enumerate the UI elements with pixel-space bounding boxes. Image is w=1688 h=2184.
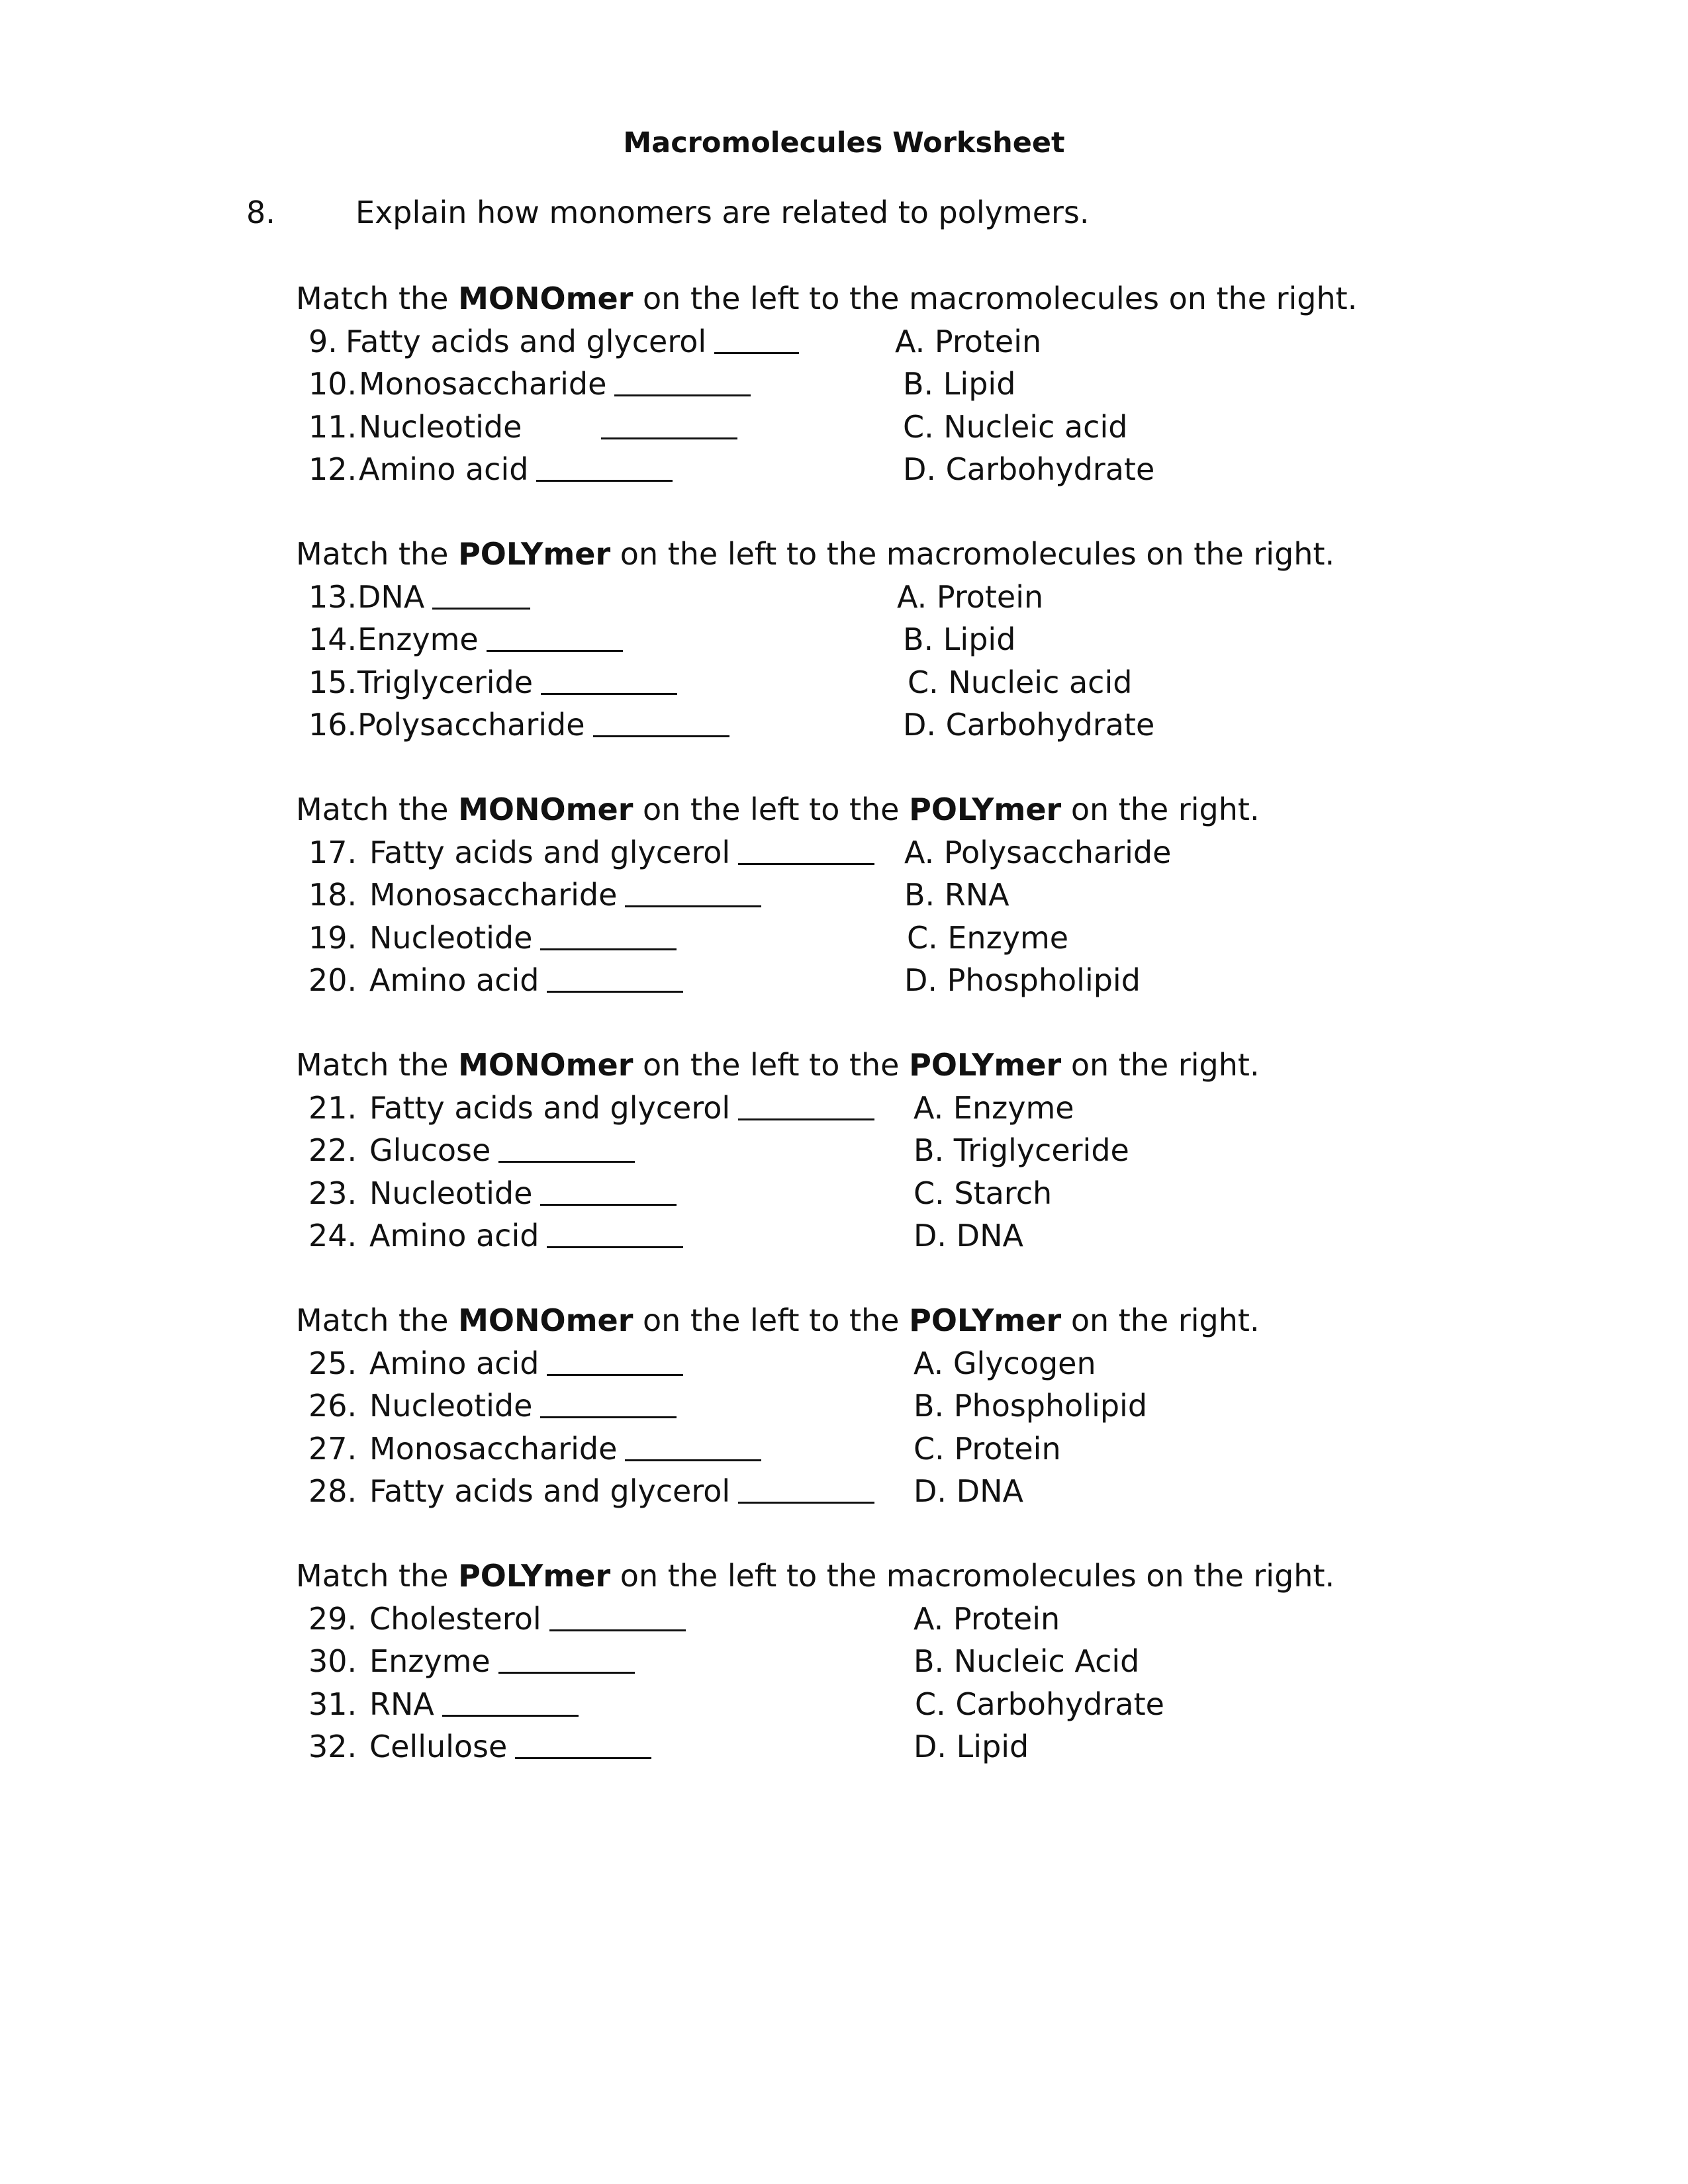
item-number: 27. — [308, 1430, 357, 1467]
heading-text: Match the — [296, 1558, 459, 1594]
item-number: 9. — [308, 323, 338, 359]
heading-emphasis: MONOmer — [458, 1047, 633, 1083]
item-number: 32. — [308, 1729, 357, 1764]
answer-choice: D. Carbohydrate — [903, 451, 1155, 487]
answer-blank[interactable] — [498, 1133, 635, 1163]
item-text: Fatty acids and glycerol — [369, 1089, 731, 1126]
answer-blank[interactable] — [625, 878, 761, 907]
item-text: Nucleotide — [369, 1175, 533, 1211]
heading-text: Match the — [296, 281, 459, 316]
answer-blank[interactable] — [714, 324, 799, 354]
answer-blank[interactable] — [738, 835, 874, 865]
item-text: Fatty acids and glycerol — [346, 323, 707, 359]
heading-emphasis: MONOmer — [458, 281, 633, 316]
answer-blank[interactable] — [540, 921, 677, 950]
question-number: 8. — [246, 195, 275, 230]
heading-text: on the left to the — [633, 1047, 910, 1083]
answer-blank[interactable] — [487, 622, 623, 652]
item-text: RNA — [369, 1686, 434, 1722]
answer-choice: B. Triglyceride — [914, 1132, 1129, 1168]
heading-emphasis: POLYmer — [909, 792, 1062, 827]
item-number: 15. — [308, 664, 357, 700]
item-text: Amino acid — [369, 1345, 539, 1381]
question-text: Explain how monomers are related to polymers. — [355, 195, 1090, 230]
item-text: Amino acid — [369, 962, 539, 998]
item-text: Monosaccharide — [369, 877, 618, 913]
item-text: Nucleotide — [369, 919, 533, 956]
item-number: 16. — [308, 707, 357, 743]
item-number: 18. — [308, 877, 357, 913]
answer-choice: B. Lipid — [903, 621, 1016, 657]
answer-choice: A. Glycogen — [914, 1345, 1096, 1381]
heading-text: on the left to the macromolecules on the right. — [633, 281, 1358, 316]
answer-choice: A. Polysaccharide — [904, 834, 1172, 870]
heading-emphasis: MONOmer — [458, 1302, 633, 1338]
section-heading — [296, 1556, 1335, 1596]
item-number: 17. — [308, 834, 357, 870]
answer-choice: A. Enzyme — [914, 1089, 1074, 1126]
answer-choice: A. Protein — [897, 578, 1044, 615]
heading-text: Match the — [296, 536, 459, 572]
answer-choice: B. Nucleic Acid — [914, 1643, 1140, 1679]
item-number: 12. — [308, 451, 357, 487]
answer-blank[interactable] — [432, 580, 530, 610]
heading-emphasis: MONOmer — [458, 792, 633, 827]
item-text: Enzyme — [369, 1643, 491, 1679]
heading-emphasis: POLYmer — [458, 536, 611, 572]
answer-blank[interactable] — [547, 1218, 683, 1248]
item-text: DNA — [357, 578, 425, 615]
heading-text: on the left to the — [633, 792, 910, 827]
answer-choice: C. Enzyme — [907, 919, 1069, 956]
item-number: 14. — [308, 621, 357, 657]
item-text: Cellulose — [369, 1729, 508, 1764]
heading-text: on the left to the macromolecules on the right. — [610, 1558, 1335, 1594]
heading-text: Match the — [296, 1302, 459, 1338]
answer-choice: A. Protein — [895, 323, 1042, 359]
item-number: 29. — [308, 1600, 357, 1637]
section-heading — [296, 1045, 1260, 1085]
item-text: Enzyme — [357, 621, 479, 657]
answer-choice: D. DNA — [914, 1218, 1023, 1253]
answer-blank[interactable] — [738, 1091, 874, 1120]
answer-choice: B. RNA — [904, 877, 1009, 913]
item-text: Amino acid — [369, 1218, 539, 1253]
answer-blank[interactable] — [549, 1602, 686, 1631]
answer-blank[interactable] — [536, 452, 673, 482]
item-number: 31. — [308, 1686, 357, 1722]
answer-blank[interactable] — [541, 665, 677, 695]
answer-blank[interactable] — [738, 1474, 874, 1504]
answer-blank[interactable] — [547, 963, 683, 993]
answer-blank[interactable] — [593, 707, 729, 737]
heading-text: Match the — [296, 1047, 459, 1083]
answer-choice: B. Lipid — [903, 366, 1016, 402]
answer-choice: D. DNA — [914, 1473, 1023, 1509]
answer-blank[interactable] — [625, 1432, 761, 1461]
answer-blank[interactable] — [515, 1729, 651, 1759]
answer-choice: C. Carbohydrate — [915, 1686, 1164, 1722]
heading-text: Match the — [296, 792, 459, 827]
item-number: 28. — [308, 1473, 357, 1509]
answer-choice: D. Carbohydrate — [903, 707, 1155, 743]
item-text: Amino acid — [359, 451, 529, 487]
heading-text: on the right. — [1061, 1302, 1260, 1338]
item-text: Monosaccharide — [359, 366, 607, 402]
answer-blank[interactable] — [498, 1644, 635, 1674]
item-number: 11. — [308, 408, 357, 445]
item-number: 20. — [308, 962, 357, 998]
section-heading — [296, 790, 1260, 829]
item-number: 13. — [308, 578, 357, 615]
answer-choice: C. Protein — [914, 1430, 1061, 1467]
item-text: Nucleotide — [369, 1388, 533, 1424]
item-number: 19. — [308, 919, 357, 956]
item-number: 25. — [308, 1345, 357, 1381]
answer-blank[interactable] — [614, 367, 751, 396]
item-number: 21. — [308, 1089, 357, 1126]
item-text: Fatty acids and glycerol — [369, 834, 731, 870]
answer-choice: A. Protein — [914, 1600, 1060, 1637]
item-number: 10. — [308, 366, 357, 402]
answer-choice: C. Nucleic acid — [908, 664, 1133, 700]
answer-choice: C. Nucleic acid — [903, 408, 1128, 445]
heading-emphasis: POLYmer — [909, 1302, 1062, 1338]
item-number: 24. — [308, 1218, 357, 1253]
heading-emphasis: POLYmer — [909, 1047, 1062, 1083]
item-text: Glucose — [369, 1132, 491, 1168]
answer-blank[interactable] — [601, 410, 737, 439]
item-number: 22. — [308, 1132, 357, 1168]
item-number: 26. — [308, 1388, 357, 1424]
item-text: Monosaccharide — [369, 1430, 618, 1467]
answer-blank[interactable] — [442, 1687, 579, 1717]
section-heading — [296, 1300, 1260, 1340]
section-heading — [296, 534, 1335, 574]
worksheet-title: Macromolecules Worksheet — [623, 126, 1065, 159]
answer-choice: D. Lipid — [914, 1729, 1029, 1764]
heading-text: on the left to the — [633, 1302, 910, 1338]
item-text: Fatty acids and glycerol — [369, 1473, 731, 1509]
answer-blank[interactable] — [547, 1346, 683, 1376]
heading-text: on the right. — [1061, 792, 1260, 827]
item-text: Cholesterol — [369, 1600, 541, 1637]
item-text: Nucleotide — [359, 408, 522, 445]
item-number: 30. — [308, 1643, 357, 1679]
answer-blank[interactable] — [540, 1388, 677, 1418]
answer-blank[interactable] — [540, 1176, 677, 1206]
item-text: Polysaccharide — [357, 707, 585, 743]
heading-emphasis: POLYmer — [458, 1558, 611, 1594]
item-number: 23. — [308, 1175, 357, 1211]
item-text: Triglyceride — [357, 664, 534, 700]
answer-choice: B. Phospholipid — [914, 1388, 1148, 1424]
answer-choice: D. Phospholipid — [904, 962, 1141, 998]
answer-choice: C. Starch — [914, 1175, 1053, 1211]
heading-text: on the left to the macromolecules on the right. — [610, 536, 1335, 572]
section-heading — [296, 279, 1357, 318]
heading-text: on the right. — [1061, 1047, 1260, 1083]
